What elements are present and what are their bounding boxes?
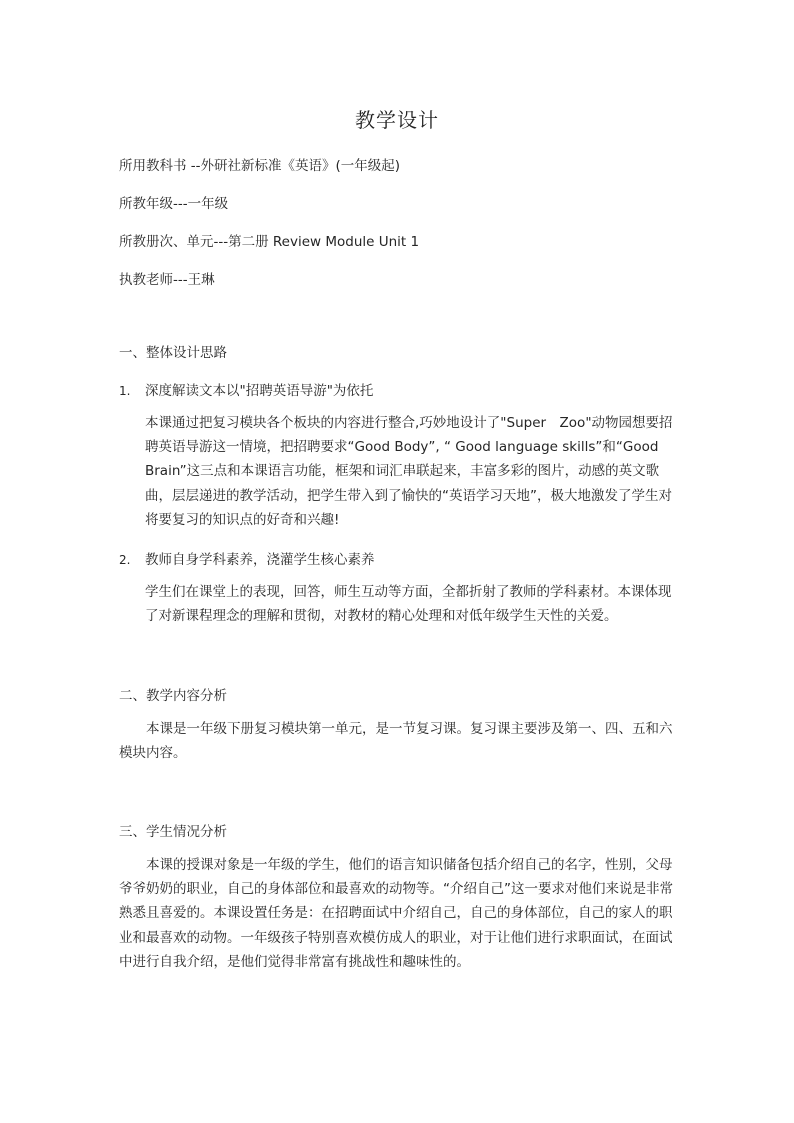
item-number-2: 2. (119, 553, 131, 567)
item-number-1: 1. (119, 384, 131, 398)
section-heading-design-approach: 一、整体设计思路 (119, 345, 227, 361)
meta-grade: 所教年级---一年级 (119, 196, 229, 212)
content-analysis-paragraph: 本课是一年级下册复习模块第一单元，是一节复习课。复习课主要涉及第一、四、五和六模块内容。 (119, 721, 673, 762)
student-analysis-paragraph: 本课的授课对象是一年级的学生，他们的语言知识储备包括介绍自己的名字，性别，父母爷爷奶奶的职业，自己的身体部位和最喜欢的动物等。“介绍自己”这一要求对他们来说是非常熟悉且喜爱的。本课设置任务是：在招聘面试中介绍自己，自己的身体部位，自己的家人的职业和最喜欢的动物。一年级孩子特别喜欢模仿成人的职业，对于让他们进行求职面试，在面试中进行自我介绍，是他们觉得非常富有挑战性和趣味性的。 (119, 857, 673, 970)
section-heading-student-analysis: 三、学生情况分析 (119, 824, 227, 840)
document-title: 教学设计 (355, 108, 439, 132)
item-paragraph-1: 本课通过把复习模块各个板块的内容进行整合,巧妙地设计了"Super Zoo"动物园想要招聘英语导游这一情境，把招聘要求“Good Body”, “ Good language skills”和“Good Brain”这三点和本课语言功能，框架和词汇串联起来，丰富多彩的图片，动感的英文歌曲，层层递进的教学活动，把学生带入到了愉快的“英语学习天地”，极大地激发了学生对将要复习的知识点的好奇和兴趣! (145, 415, 673, 528)
item-heading-1 (119, 379, 373, 399)
item-heading-2 (119, 548, 375, 568)
meta-teacher: 执教老师---王琳 (119, 272, 215, 288)
item-heading-text-2: 教师自身学科素养，浇灌学生核心素养 (145, 552, 375, 568)
section-heading-content-analysis: 二、教学内容分析 (119, 688, 227, 704)
meta-textbook: 所用教科书 --外研社新标准《英语》(一年级起) (119, 158, 401, 174)
item-paragraph-2: 学生们在课堂上的表现，回答，师生互动等方面，全都折射了教师的学科素材。本课体现了对新课程理念的理解和贯彻，对教材的精心处理和对低年级学生天性的关爱。 (145, 584, 672, 625)
meta-volume-unit: 所教册次、单元---第二册 Review Module Unit 1 (119, 234, 420, 250)
item-heading-text-1: 深度解读文本以"招聘英语导游"为依托 (145, 383, 374, 399)
